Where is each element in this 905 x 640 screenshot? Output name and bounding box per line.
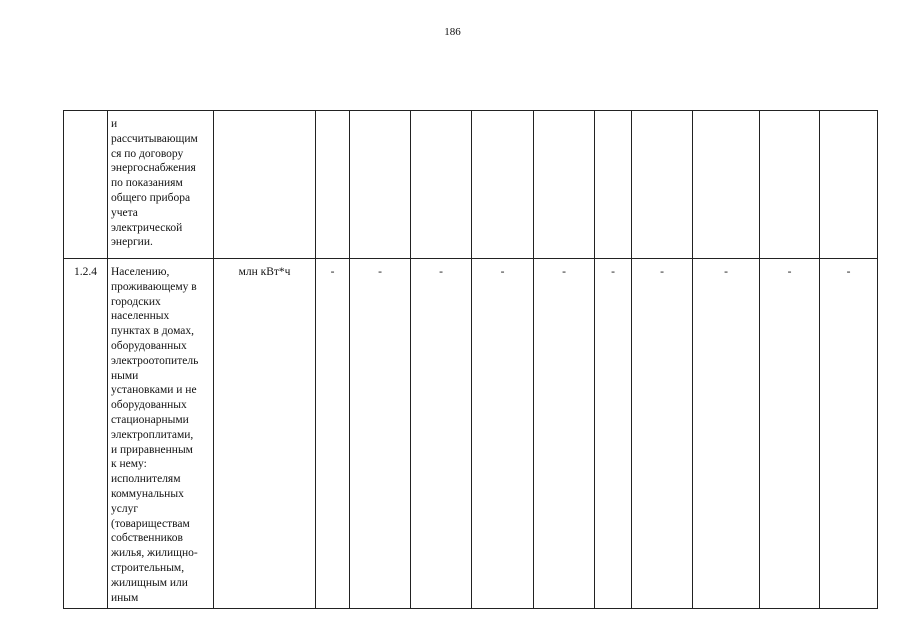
row-number: 1.2.4 — [64, 259, 108, 609]
value-cell — [411, 111, 472, 259]
value-cell — [534, 111, 595, 259]
value-cell: - — [693, 259, 760, 609]
value-cell: - — [411, 259, 472, 609]
value-cell — [760, 111, 820, 259]
value-cell — [632, 111, 693, 259]
value-cell: - — [820, 259, 878, 609]
page-number: 186 — [444, 26, 461, 38]
row-unit: млн кВт*ч — [214, 259, 316, 609]
row-unit — [214, 111, 316, 259]
value-cell — [693, 111, 760, 259]
value-cell — [595, 111, 632, 259]
value-cell: - — [472, 259, 534, 609]
table-row — [64, 111, 878, 259]
value-cell — [316, 111, 350, 259]
row-number — [64, 111, 108, 259]
data-table — [63, 110, 878, 609]
value-cell — [350, 111, 411, 259]
value-cell — [820, 111, 878, 259]
row-description: и рассчитывающим ся по договору энергоснабжения по показаниям общего прибора учета электрической энергии. — [108, 111, 214, 259]
value-cell: - — [632, 259, 693, 609]
value-cell: - — [350, 259, 411, 609]
value-cell — [472, 111, 534, 259]
value-cell: - — [760, 259, 820, 609]
row-description: Населению, проживающему в городских населенных пунктах в домах, оборудованных электроотопитель ными установками и не оборудованных стационарными электроплитами, и приравненным к нему: исполнителям коммунальных услуг (товариществам собственников жилья, жилищно- строительным, жилищным или иным — [108, 259, 214, 609]
value-cell: - — [595, 259, 632, 609]
value-cell: - — [534, 259, 595, 609]
value-cell: - — [316, 259, 350, 609]
table-row — [64, 259, 878, 609]
